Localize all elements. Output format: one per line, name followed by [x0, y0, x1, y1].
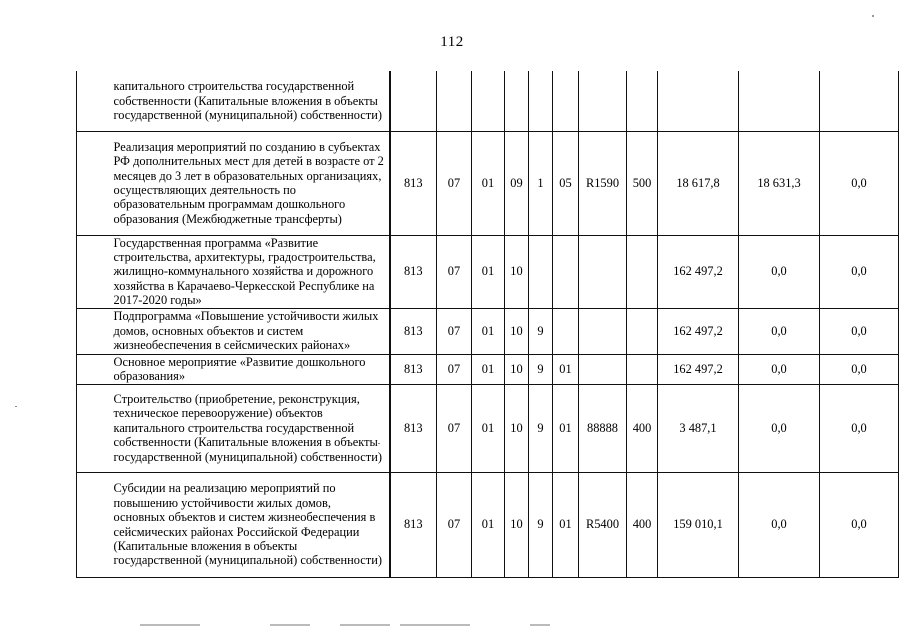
cell-subsection [472, 71, 505, 131]
cell-expense-type [627, 71, 658, 131]
cell-amount-2: 0,0 [739, 235, 820, 308]
cell-amount-2: 18 631,3 [739, 131, 820, 235]
cell-expense-type: 400 [627, 384, 658, 472]
cell-event [553, 308, 579, 354]
cell-amount-3 [820, 71, 899, 131]
scan-artifact [130, 624, 730, 627]
cell-ministry: 813 [390, 354, 437, 384]
cell-program: 10 [505, 384, 529, 472]
cell-section [437, 71, 472, 131]
cell-section: 07 [437, 308, 472, 354]
cell-expense-type [627, 235, 658, 308]
cell-subprogram [529, 71, 553, 131]
cell-event: 01 [553, 472, 579, 577]
cell-subsection: 01 [472, 354, 505, 384]
cell-ministry [390, 71, 437, 131]
row-name: капитального строительства государственной собственности (Капитальные вложения в объекты государственной (муниципальной) собственности) [108, 71, 390, 131]
cell-subprogram: 9 [529, 384, 553, 472]
cell-subsection: 01 [472, 131, 505, 235]
cell-amount-2: 0,0 [739, 308, 820, 354]
budget-table [76, 71, 899, 578]
cell-program: 10 [505, 235, 529, 308]
cell-amount-2: 0,0 [739, 472, 820, 577]
page-number: 112 [440, 34, 464, 50]
cell-direction [579, 235, 627, 308]
row-name: Основное мероприятие «Развитие дошкольного образования» [108, 354, 390, 384]
table-row [77, 472, 899, 577]
cell-event: 01 [553, 354, 579, 384]
cell-section: 07 [437, 384, 472, 472]
row-margin-cell [77, 384, 108, 472]
cell-section: 07 [437, 472, 472, 577]
cell-amount-3: 0,0 [820, 308, 899, 354]
row-margin-cell [77, 235, 108, 308]
table-row [77, 354, 899, 384]
cell-ministry: 813 [390, 472, 437, 577]
row-name: Субсидии на реализацию мероприятий по повышению устойчивости жилых домов, основных объектов и систем жизнеобеспечения в сейсмических районах Российской Федерации (Капитальные вложения в объекты государственной (муниципальной) собственности) [108, 472, 390, 577]
cell-expense-type [627, 354, 658, 384]
cell-program: 10 [505, 472, 529, 577]
cell-direction [579, 308, 627, 354]
cell-direction [579, 71, 627, 131]
cell-ministry: 813 [390, 235, 437, 308]
cell-subsection: 01 [472, 235, 505, 308]
cell-program: 09 [505, 131, 529, 235]
row-margin-cell [77, 354, 108, 384]
cell-program: 10 [505, 308, 529, 354]
scan-speck [872, 15, 874, 17]
cell-amount-1: 159 010,1 [658, 472, 739, 577]
cell-subprogram: 9 [529, 472, 553, 577]
cell-amount-1 [658, 71, 739, 131]
row-name: Строительство (приобретение, реконструкция, техническое перевооружение) объектов капитального строительства государственной собственности (Капитальные вложения в объекты государственной (муниципальной) собственности) [108, 384, 390, 472]
cell-amount-2 [739, 71, 820, 131]
row-name: Государственная программа «Развитие строительства, архитектуры, градостроительства, жилищно-коммунального хозяйства и дорожного хозяйства в Карачаево-Черкесской Республике на 2017-2020 годы» [108, 235, 390, 308]
cell-ministry: 813 [390, 308, 437, 354]
cell-amount-1: 18 617,8 [658, 131, 739, 235]
cell-expense-type: 400 [627, 472, 658, 577]
row-margin-cell [77, 472, 108, 577]
cell-amount-2: 0,0 [739, 384, 820, 472]
table-row [77, 131, 899, 235]
cell-subprogram: 1 [529, 131, 553, 235]
scan-speck [378, 443, 380, 444]
row-name: Реализация мероприятий по созданию в субъектах РФ дополнительных мест для детей в возрасте от 2 месяцев до 3 лет в образовательных организациях, осуществляющих деятельность по образовательным программам дошкольного образования (Межбюджетные трансферты) [108, 131, 390, 235]
cell-direction: R5400 [579, 472, 627, 577]
cell-direction: 88888 [579, 384, 627, 472]
cell-direction: R1590 [579, 131, 627, 235]
cell-amount-2: 0,0 [739, 354, 820, 384]
table-row [77, 384, 899, 472]
scan-speck [15, 406, 17, 407]
cell-direction [579, 354, 627, 384]
cell-ministry: 813 [390, 131, 437, 235]
table-row [77, 235, 899, 308]
cell-event [553, 235, 579, 308]
cell-amount-3: 0,0 [820, 354, 899, 384]
cell-amount-1: 162 497,2 [658, 235, 739, 308]
cell-expense-type [627, 308, 658, 354]
cell-event [553, 71, 579, 131]
cell-subsection: 01 [472, 472, 505, 577]
cell-expense-type: 500 [627, 131, 658, 235]
cell-subprogram [529, 235, 553, 308]
cell-amount-1: 3 487,1 [658, 384, 739, 472]
row-margin-cell [77, 131, 108, 235]
row-name: Подпрограмма «Повышение устойчивости жилых домов, основных объектов и систем жизнеобеспечения в сейсмических районах» [108, 308, 390, 354]
cell-amount-3: 0,0 [820, 384, 899, 472]
cell-program [505, 71, 529, 131]
row-margin-cell [77, 71, 108, 131]
cell-subsection: 01 [472, 384, 505, 472]
cell-event: 05 [553, 131, 579, 235]
cell-amount-3: 0,0 [820, 235, 899, 308]
cell-amount-1: 162 497,2 [658, 308, 739, 354]
cell-subprogram: 9 [529, 354, 553, 384]
table-row [77, 308, 899, 354]
table-row [77, 71, 899, 131]
cell-ministry: 813 [390, 384, 437, 472]
row-margin-cell [77, 308, 108, 354]
cell-event: 01 [553, 384, 579, 472]
cell-amount-3: 0,0 [820, 131, 899, 235]
cell-subsection: 01 [472, 308, 505, 354]
cell-section: 07 [437, 354, 472, 384]
cell-section: 07 [437, 235, 472, 308]
cell-program: 10 [505, 354, 529, 384]
cell-subprogram: 9 [529, 308, 553, 354]
cell-amount-3: 0,0 [820, 472, 899, 577]
cell-section: 07 [437, 131, 472, 235]
cell-amount-1: 162 497,2 [658, 354, 739, 384]
